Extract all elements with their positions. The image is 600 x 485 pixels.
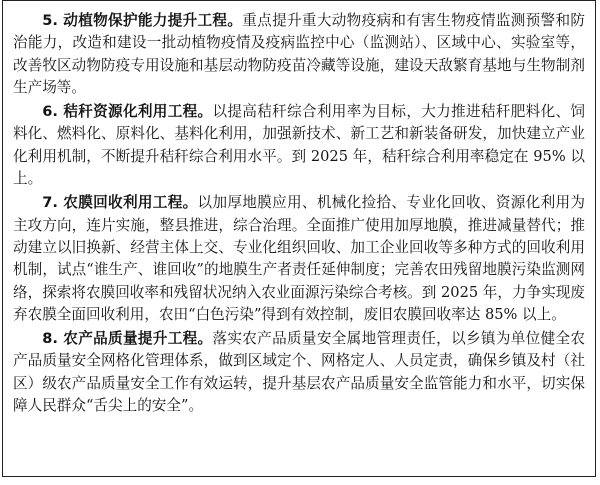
section-5-body: 重点提升重大动物疫病和有害生物疫情监测预警和防治能力，改造和建设一批动植物疫情及疫病监控中心（监测站）、区域中心、实验室等，改善牧区动物防疫专用设施和基层动物防疫苗冷藏等设施，建设天敌繁育基地与生物制剂生产场等。 bbox=[13, 12, 585, 96]
section-5-heading: 5. 动植物保护能力提升工程。 bbox=[42, 12, 243, 29]
section-8-body: 落实农产品质量安全属地管理责任，以乡镇为单位健全农产品质量安全网格化管理体系，做到区域定个、网格定人、人员定责，确保乡镇及村（社区）级农产品质量安全工作有效运转，提升基层农产品质量安全监管能力和水平，切实保障人民群众“舌尖上的安全”。 bbox=[13, 330, 585, 415]
section-6-paragraph bbox=[13, 101, 585, 190]
section-7-paragraph bbox=[13, 192, 585, 326]
section-7-heading: 7. 农膜回收利用工程。 bbox=[42, 194, 198, 212]
section-6-heading: 6. 秸秆资源化利用工程。 bbox=[42, 103, 213, 121]
section-5-paragraph bbox=[13, 10, 585, 99]
section-8-paragraph bbox=[13, 328, 585, 417]
section-8-heading: 8. 农产品质量提升工程。 bbox=[42, 330, 213, 348]
document-box bbox=[2, 0, 596, 477]
section-6-body: 以提高秸秆综合利用率为目标，大力推进秸秆肥料化、饲料化、燃料化、原料化、基料化利用，加强新技术、新工艺和新装备研发，加快建立产业化利用机制，不断提升秸秆综合利用水平。到 2025 年，秸秆综合利用率稳定在 95% 以上。 bbox=[13, 103, 585, 188]
section-7-body: 以加厚地膜应用、机械化捡拾、专业化回收、资源化利用为主攻方向，连片实施，整县推进，综合治理。全面推广使用加厚地膜，推进减量替代；推动建立以旧换新、经营主体上交、专业化组织回收、加工企业回收等多种方式的回收利用机制，试点“谁生产、谁回收”的地膜生产者责任延伸制度；完善农田残留地膜污染监测网络，探索将农膜回收率和残留状况纳入农业面源污染综合考核。到 2025 年，力争实现废弃农膜全面回收利用，农田“白色污染”得到有效控制，废旧农膜回收率达 85% 以上。 bbox=[13, 194, 585, 323]
